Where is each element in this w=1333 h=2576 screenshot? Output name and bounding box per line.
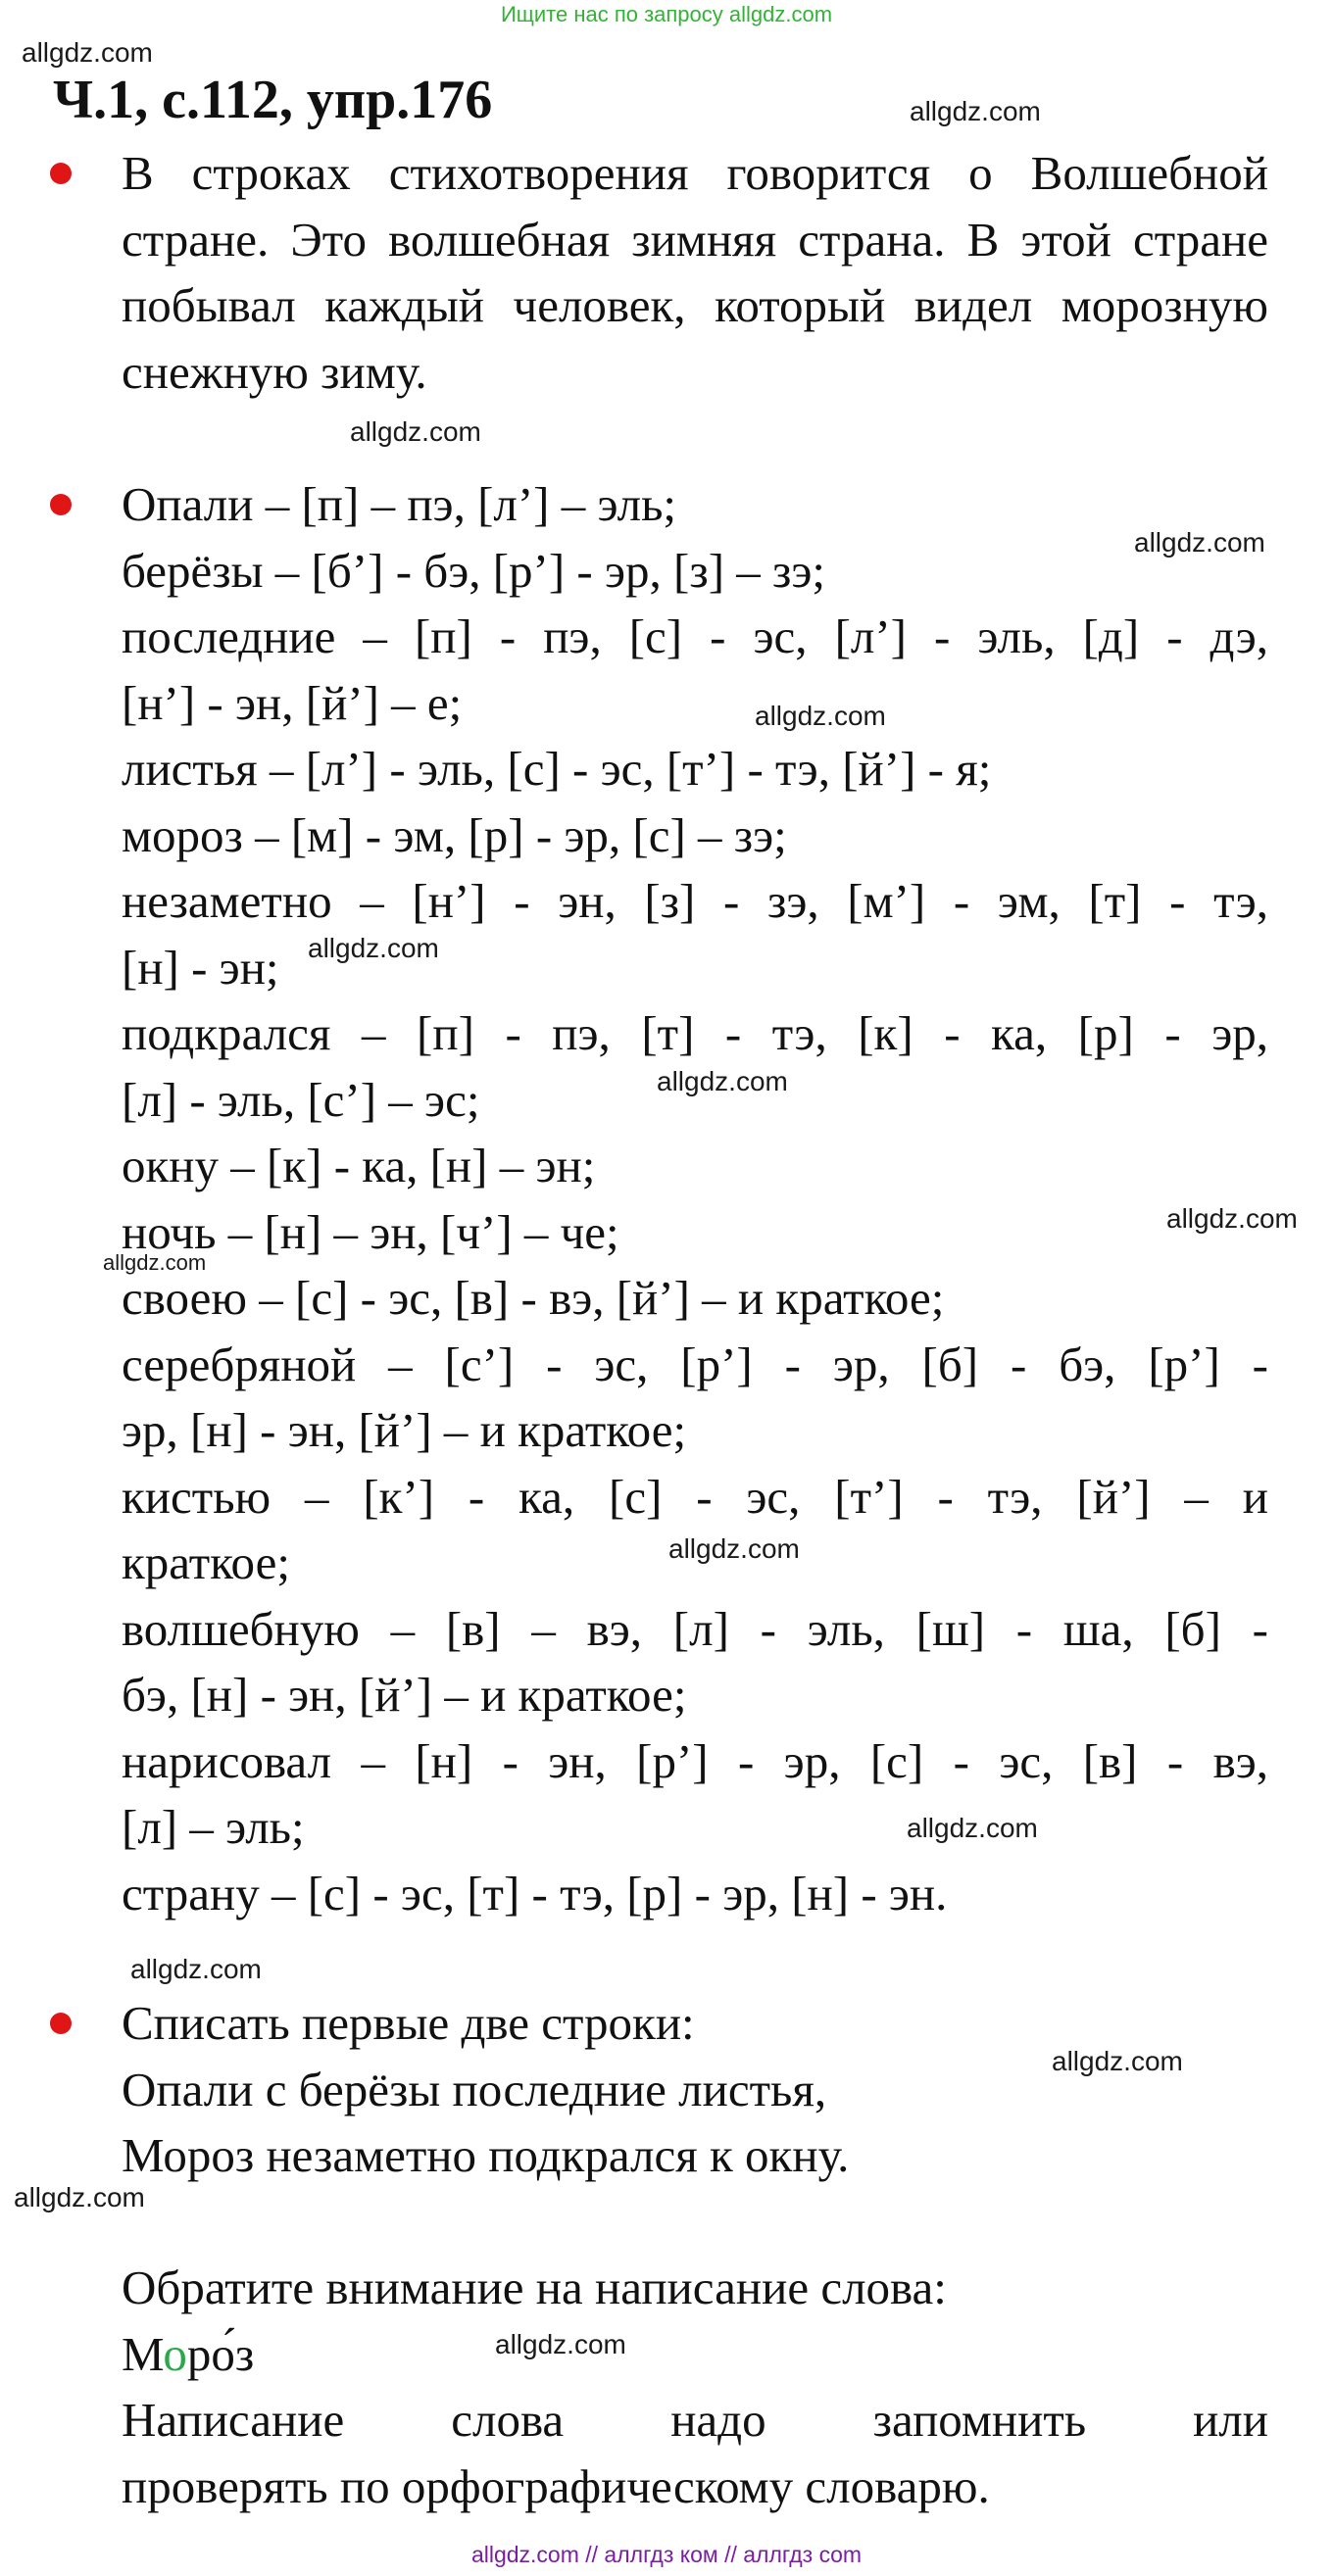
analysis-line: краткое; (122, 1535, 290, 1589)
highlighted-word: Моро́з (122, 2326, 255, 2381)
analysis-line: бэ, [н] - эн, [й’] – и краткое; (122, 1668, 687, 1722)
poem-line: Опали с берёзы последние листья, (122, 2062, 827, 2116)
analysis-line: окну – [к] - ка, [н] – эн; (122, 1139, 596, 1192)
watermark: allgdz.com (22, 37, 153, 68)
analysis-line: нарисовал – [н] - эн, [р’] - эр, [с] - эс, [в] - вэ, (122, 1733, 1268, 1788)
watermark: allgdz.com (495, 2329, 626, 2359)
watermark: allgdz.com (1134, 527, 1265, 558)
analysis-line: ночь – [н] – эн, [ч’] – че; (122, 1204, 619, 1259)
watermark: allgdz.com (308, 933, 439, 963)
top-banner[interactable]: Ищите нас по запросу allgdz.com (500, 2, 833, 26)
footer-links[interactable]: allgdz.com // аллгдз ком // аллгдз com (470, 2542, 863, 2567)
task-heading: Списать первые две строки: (122, 1996, 695, 2050)
analysis-line: своею – [с] - эс, [в] - вэ, [й’] – и краткое; (122, 1271, 945, 1325)
analysis-line: серебряной – [с’] - эс, [р’] - эр, [б] - бэ, [р’] - (122, 1337, 1268, 1391)
watermark: allgdz.com (657, 1066, 788, 1096)
analysis-line: страну – [с] - эс, [т] - тэ, [р] - эр, [н] - эн. (122, 1866, 948, 1920)
analysis-line: листья – [л’] - эль, [с] - эс, [т’] - тэ, [й’] - я; (122, 742, 992, 796)
attention-line: Обратите внимание на написание слова: (122, 2260, 947, 2314)
bullet-icon (50, 494, 72, 515)
watermark: allgdz.com (130, 1954, 262, 1984)
analysis-line: последние – [п] - пэ, [с] - эс, [л’] - эль, [д] - дэ, (122, 609, 1268, 663)
watermark: allgdz.com (668, 1533, 800, 1564)
watermark: allgdz.com (907, 1813, 1038, 1843)
highlighted-letter: о (163, 2326, 187, 2381)
page-title: Ч.1, с.112, упр.176 (53, 70, 493, 130)
analysis-line: эр, [н] - эн, [й’] – и краткое; (122, 1403, 687, 1457)
analysis-line: [л] - эль, [с’] – эс; (122, 1072, 480, 1127)
watermark: allgdz.com (350, 416, 481, 447)
copy-task (122, 1990, 1268, 2189)
poem-line: Мороз незаметно подкрался к окну. (122, 2128, 850, 2182)
watermark: allgdz.com (1166, 1203, 1298, 1234)
watermark: allgdz.com (1052, 2046, 1183, 2076)
analysis-line: подкрался – [п] - пэ, [т] - тэ, [к] - ка, [р] - эр, (122, 1006, 1268, 1060)
watermark: allgdz.com (755, 701, 886, 731)
section1-paragraph: В строках стихотворения говорится о Волшебной стране. Это волшебная зимняя страна. В этой стране побывал каждый человек, который видел морозную снежную зиму. (122, 146, 1268, 399)
watermark: allgdz.com (14, 2182, 145, 2212)
analysis-line: [н] - эн; (122, 940, 279, 995)
analysis-line: [н’] - эн, [й’] – е; (122, 675, 463, 730)
analysis-line: [л] – эль; (122, 1800, 305, 1854)
phonetic-analysis (122, 471, 1268, 1926)
note-line: проверять по орфографическому словарю. (122, 2458, 990, 2513)
analysis-line: кистью – [к’] - ка, [с] - эс, [т’] - тэ, [й’] – и (122, 1469, 1268, 1524)
watermark: allgdz.com (910, 96, 1041, 126)
bullet-icon (50, 163, 72, 184)
watermark: allgdz.com (103, 1250, 207, 1275)
analysis-line: мороз – [м] - эм, [р] - эр, [с] – зэ; (122, 807, 787, 862)
analysis-line: незаметно – [н’] - эн, [з] - зэ, [м’] - эм, [т] - тэ, (122, 874, 1268, 928)
bullet-icon (50, 2013, 72, 2034)
spelling-note (122, 2255, 1268, 2519)
analysis-line: волшебную – [в] – вэ, [л] - эль, [ш] - ша, [б] - (122, 1601, 1268, 1656)
note-line: Написание слова надо запомнить или (122, 2393, 1268, 2447)
analysis-line: Опали – [п] – пэ, [л’] – эль; (122, 477, 677, 531)
analysis-line: берёзы – [б’] - бэ, [р’] - эр, [з] – зэ; (122, 543, 826, 598)
